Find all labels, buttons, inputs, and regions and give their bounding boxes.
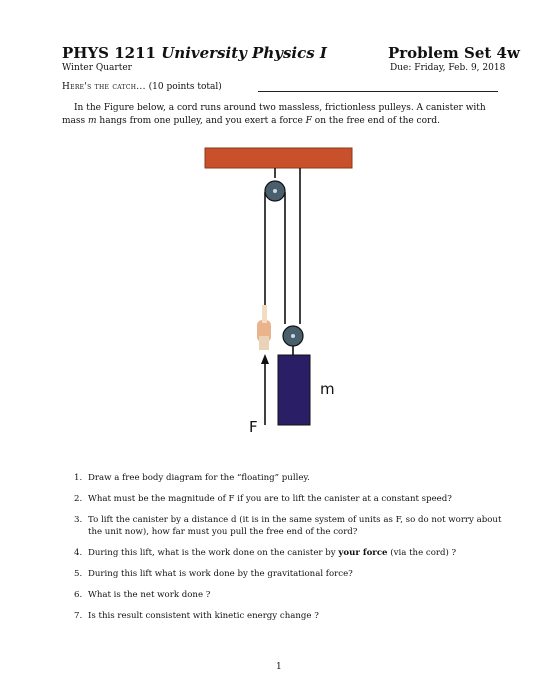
question-text-end: (via the cord) ? [387, 548, 457, 558]
question-number: 7. [74, 611, 83, 621]
question-text: What must be the magnitude of F if you are to lift the canister at a constant speed? [88, 494, 452, 504]
question-text: What is the net work done ? [88, 590, 211, 600]
hand-icon [257, 305, 271, 350]
mass-label: m [320, 380, 335, 398]
intro-text-1: In the Figure below, a cord runs around two massless, frictionless pulleys. A canister with mass [62, 103, 486, 126]
question-number: 3. [74, 515, 83, 525]
force-label: F [249, 418, 258, 436]
question-text: Is this result consistent with kinetic energy change ? [88, 611, 319, 621]
question-text: Draw a free body diagram for the “floating” pulley. [88, 473, 310, 483]
section-heading [62, 82, 222, 92]
question-item [74, 610, 504, 622]
question-number: 5. [74, 569, 83, 579]
question-text: To lift the canister by a distance d (it is in the same system of units as F, so do not worry about the unit now), how far must you pull the free end of the cord? [88, 515, 502, 537]
force-arrow [261, 354, 269, 425]
canister [278, 355, 310, 425]
question-item [74, 568, 504, 580]
section-points: (10 points total) [148, 82, 222, 92]
section-title: Here's the catch... [62, 82, 146, 92]
intro-text-2: hangs from one pulley, and you exert a force [96, 116, 306, 126]
floating-pulley [283, 326, 303, 346]
question-item [74, 547, 504, 559]
question-list [74, 472, 504, 631]
due-date: Due: Friday, Feb. 9, 2018 [390, 63, 506, 73]
course-title: University Physics I [161, 44, 327, 62]
course-heading [62, 44, 327, 62]
question-item [74, 472, 504, 484]
intro-text-3: on the free end of the cord. [311, 116, 440, 126]
question-number: 2. [74, 494, 83, 504]
question-item [74, 589, 504, 601]
question-number: 1. [74, 473, 83, 483]
question-text: During this lift, what is the work done on the canister by [88, 548, 339, 558]
term-label: Winter Quarter [62, 63, 132, 73]
question-text: During this lift what is work done by the gravitational force? [88, 569, 353, 579]
intro-force-symbol: F [305, 116, 312, 126]
question-number: 6. [74, 590, 83, 600]
intro-mass-symbol: m [88, 116, 97, 126]
question-item [74, 493, 504, 505]
question-item [74, 514, 504, 538]
question-emphasis: your force [338, 548, 388, 558]
course-code: PHYS 1211 [62, 44, 156, 62]
question-number: 4. [74, 548, 83, 558]
problem-set-title: Problem Set 4w [388, 44, 520, 62]
pulley-figure [190, 140, 370, 440]
page-number: 1 [276, 662, 282, 672]
intro-paragraph [62, 102, 502, 128]
section-rule [258, 91, 498, 92]
fixed-pulley [265, 181, 285, 201]
ceiling-beam [205, 148, 352, 168]
